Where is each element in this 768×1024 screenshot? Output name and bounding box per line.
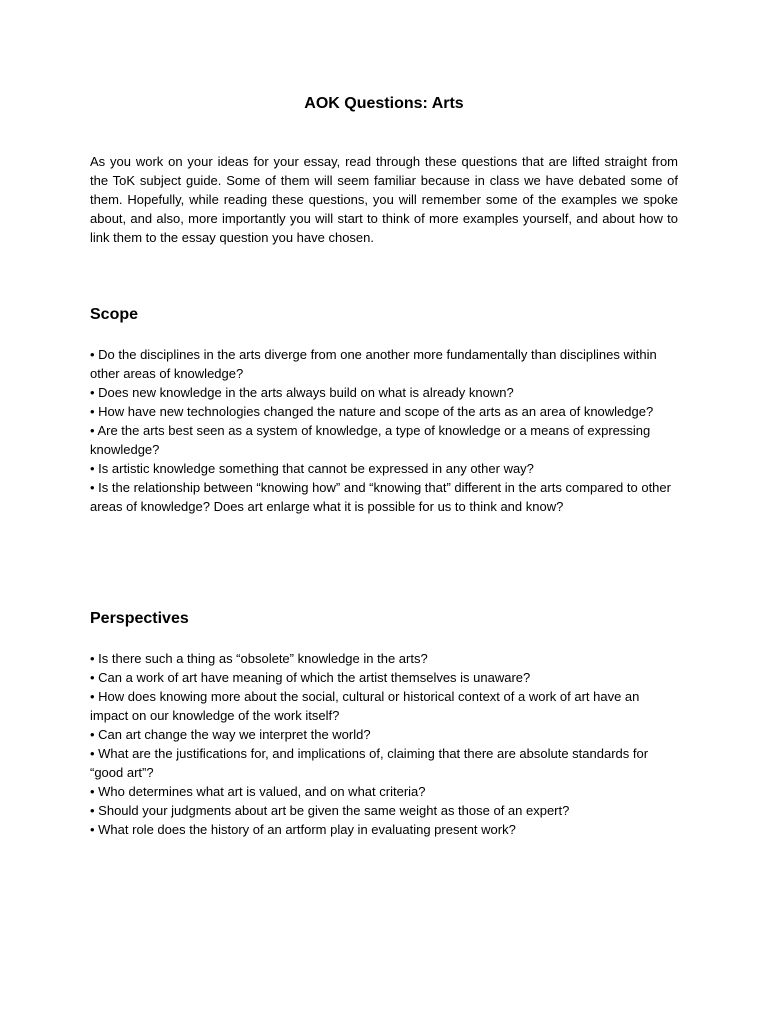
perspectives-question: • What are the justifications for, and implications of, claiming that there are absolute standards for “good art”?	[90, 746, 649, 780]
perspectives-question: • How does knowing more about the social, cultural or historical context of a work of art have an impact on our knowledge of the work itself?	[90, 689, 640, 723]
perspectives-question: • Is there such a thing as “obsolete” knowledge in the arts?	[90, 651, 428, 666]
scope-heading: Scope	[90, 306, 139, 323]
scope-question: • Is the relationship between “knowing how” and “knowing that” different in the arts compared to other areas of knowledge? Does art enlarge what it is possible for us to think and know?	[90, 480, 671, 514]
perspectives-question: • What role does the history of an artform play in evaluating present work?	[90, 822, 516, 837]
scope-question: • Is artistic knowledge something that cannot be expressed in any other way?	[90, 461, 534, 476]
page-title: AOK Questions: Arts	[304, 95, 464, 112]
scope-question: • Does new knowledge in the arts always build on what is already known?	[90, 385, 514, 400]
intro-paragraph: As you work on your ideas for your essay, read through these questions that are lifted straight from the ToK subject guide. Some of them will seem familiar because in class we have debated some of them. Hopefully, while reading these questions, you will remember some of the examples we spoke about, and also, more importantly you will start to think of more examples yourself, and about how to link them to the essay question you have chosen.	[90, 154, 678, 245]
perspectives-question: • Who determines what art is valued, and on what criteria?	[90, 784, 426, 799]
scope-question: • Do the disciplines in the arts diverge from one another more fundamentally than disciplines within other areas of knowledge?	[90, 347, 657, 381]
perspectives-question: • Can art change the way we interpret the world?	[90, 727, 371, 742]
scope-question: • How have new technologies changed the nature and scope of the arts as an area of knowledge?	[90, 404, 654, 419]
scope-question-list	[90, 345, 678, 516]
perspectives-question: • Should your judgments about art be given the same weight as those of an expert?	[90, 803, 570, 818]
perspectives-question-list	[90, 649, 678, 839]
perspectives-question: • Can a work of art have meaning of which the artist themselves is unaware?	[90, 670, 531, 685]
scope-question: • Are the arts best seen as a system of knowledge, a type of knowledge or a means of expressing knowledge?	[90, 423, 651, 457]
perspectives-heading: Perspectives	[90, 610, 189, 627]
